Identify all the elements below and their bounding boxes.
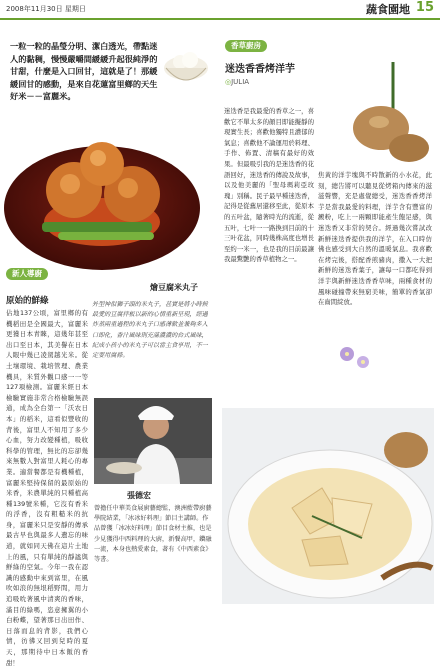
rosemary-flower-image [333,340,373,376]
section-tag-left: 新人導廚 [6,268,48,280]
author-line [225,78,249,86]
left-body-text: 佔地137公頃，富里鄉的有機稻田是全國最大，富麗米更獲日本青睞，這幾年甚至出口至日本，其美譽在日本人眼中幾已凌駕越光米。從土壤環境、栽培管理、農業機具，米質外觀口感一一等127項檢測。富麗米經日本檢驗實施非常合格檢驗無誤通，成為全台第一「沃农日本」的稻米，這看似豐收的背後，富里人不知用了多少心血，努力改變種植，吸收科學的管理，無比的忘卻幾來無數人對富里人耗心的專業。適當餐都是有機種植，富麗米堅持保留的最原始的米香，米農單純的只種植高種139號米種，它沒有香米的浮香，沒有粗糙米的抗身，富麗米只是安靜的傳承最古早也與最多人遺忘的味道，就如同天佛在這片土地上的風，只有單純的靜謐與鮮綠的空氣。今年一我在認識的感動中來到富里，在風吹如浪的無垠稻野間，用力追吸吮著風中清爽的香味，滿目的綠嗎，恣意擁翼的小白粉蝶，望著那日出田作、日落而息的背影，我們心情，彷彿又回到兒時的夏天，那期待中日本飯的香甜！ [6,309,88,667]
dish-caption: 燴豆腐米丸子 [150,283,198,292]
header-date: 2008年11月30日 星期日 [6,5,86,13]
header-section-title: 蔬食園地 [366,3,410,16]
page-number: 15 [415,0,434,15]
rice-bowl-image [160,26,212,96]
author-name: JULIA [231,78,250,86]
left-section-title: 原始的鮮綠 [6,296,49,306]
tofu-rice-ball-dish-image [2,104,210,280]
right-section-title: 迷迭香香烤洋芋 [225,64,295,75]
roasted-potatoes-dish-image [222,408,434,604]
right-body-text-a: 迷迭香是我最愛的香草之一，喜歡它不單太多的顏目即能擬靜的現實生長；喜歡他獨特且濃郁的氣息；喜歡他不論運用於料理、手作、佈置、清稿有最好的效果。但最吸引我的是迷迭香的花語回好，迷迭香的傳說及故事，以及他美麗的「聖母瑪莉亞玫瑰」別稱。民子最早種迷迭香，記得是從舊居還移至此，從原本的五叶盆，隨著時光的流逝，從五叶，七叶一一路換到目前的十三叶花盆，同時幾株高度也增長至約一米一，也是我的目前最讓我最驚艷的香草植物之一。 [224,107,314,264]
chef-name: 張德宏 [127,491,151,500]
recipe-quote: 外型神似獅子頭的米丸子，甚實是將小時候最愛的豆腐拌板以新的心情重新呈現，經過炸蒸兩重過程的米丸子口感薄軟並兼夠多入口即化，香汁風味則充滿濃濃的台式風味，紀成小孩小的米丸子可以當主食享用，不一定要用腐條。 [92,301,208,360]
section-tag-right: 香草廚房 [225,40,267,52]
page-header [0,0,440,20]
author-marker-icon: ◎ [225,78,232,86]
intro-paragraph: 一粒一粒的晶瑩分明、潔白透光，帶點迷人的黏稠，慢慢嚴嚼間緩緩升起很純淨的甘甜，什麼是入口回甘，這就是了！那緩緩回甘的感動，是來自花蓮富里鄉的天生好米－－富麗米。 [10,41,158,101]
chef-bio: 曾擔任中華美食展廚藝總監，澳洲藍帶廚藝學院結業，「冰冰好料理」節目主講師。作品曾獲「冰冰好料理」節目食材主推，也是少見獲得中西料理的大廚，新餐高甲，鑽融一流，本身也熱愛素食，著有《中西素食》等書。 [94,505,212,564]
right-body-text-c: 焦黃的洋芋塊與不時散新的小水花，此刻，總告將可以聽見從烤箱內傳來的滋滋聲響，充是處覺總受，迷迭香香烤洋芋是當我最愛的料理，洋芋含有豐富的澱粉，吃上一兩顆即能產生飽足感，與迷迭香又非常的契合。經過幾次嘗試改新鮮迷迭香提供我的洋芋，在入口時仿佛也感受到大自然的溫暖氣息。我喜歡在烤完後，搭配香煎豬肉，撒入一大把新鮮的迷迭香葉子，讓每一口都吃得到洋芋與新鮮迷迭香香草味，兩種食材的風味碰撞帶來無窮美味，簡單的香氣卻在齒間綻放。 [318,171,432,307]
chef-photo [94,398,212,484]
potatoes-rosemary-image [337,52,433,168]
